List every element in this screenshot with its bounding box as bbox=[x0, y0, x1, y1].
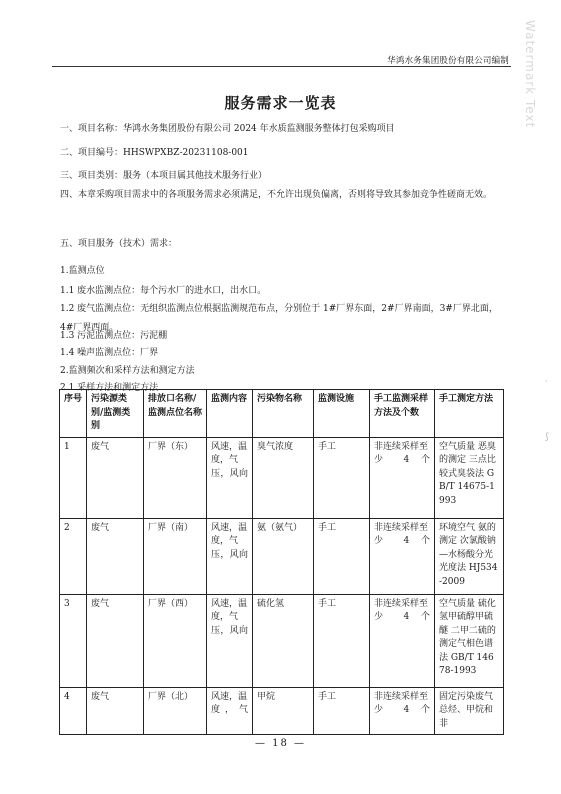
scan-mark: · bbox=[545, 377, 548, 386]
header-source-type: 污染源类别/监测类别 bbox=[87, 390, 144, 438]
header-facility: 监测设施 bbox=[314, 390, 370, 438]
cell-pollutant: 硫化氢 bbox=[253, 594, 314, 687]
header-outlet-point: 排放口名称/监测点位名称 bbox=[144, 390, 207, 438]
cell-point: 厂界（西） bbox=[144, 594, 207, 687]
cell-pollutant: 臭气浓度 bbox=[253, 437, 314, 518]
scan-mark: ʃ bbox=[546, 432, 549, 441]
cell-facility: 手工 bbox=[314, 437, 370, 518]
cell-content: 风速，温度，气 bbox=[207, 687, 253, 735]
project-number: 二、项目编号：HHSWPXBZ-20231108-001 bbox=[60, 148, 249, 158]
cell-no: 3 bbox=[60, 594, 87, 687]
section-sampling-methods: 2.1 采样方法和测定方法 bbox=[60, 383, 159, 393]
header-org-name: 华鸿水务集团股份有限公司编制 bbox=[387, 56, 509, 66]
cell-content: 风速，温度，气压，风向 bbox=[207, 594, 253, 687]
header-method: 手工测定方法 bbox=[435, 390, 504, 438]
cell-facility: 手工 bbox=[314, 594, 370, 687]
requirement-note: 四、本章采购项目需求中的各项服务需求必须满足，不允许出现负偏离，否则将导致其参加竞争性磋商无效。 bbox=[60, 190, 493, 200]
header-pollutant: 污染物名称 bbox=[253, 390, 314, 438]
cell-point: 厂界（南） bbox=[144, 518, 207, 594]
sludge-points: 1.3 污泥监测点位：污泥棚 bbox=[60, 331, 168, 341]
cell-no: 2 bbox=[60, 518, 87, 594]
cell-point: 厂界（东） bbox=[144, 437, 207, 518]
table-header-row bbox=[60, 390, 504, 438]
table-row bbox=[60, 687, 504, 735]
cell-method: 空气质量 硫化氢甲硫醇甲硫醚 二甲二硫的测定气相色谱法 GB/T 14678-1993 bbox=[435, 594, 504, 687]
cell-facility: 手工 bbox=[314, 687, 370, 735]
cell-method: 空气质量 恶臭的测定 三点比较式臭袋法 GB/T 14675-1993 bbox=[435, 437, 504, 518]
exhaust-gas-points: 1.2 废气监测点位：无组织监测点位根据监测规范布点，分别位于 1#厂界东面，2#厂界南面，3#厂界北面，4#厂界西面。 bbox=[60, 304, 498, 333]
cell-pollutant: 甲烷 bbox=[253, 687, 314, 735]
page-number: — 18 — bbox=[254, 738, 307, 749]
page-title: 服务需求一览表 bbox=[224, 94, 337, 112]
header-divider bbox=[52, 66, 511, 67]
cell-type: 废气 bbox=[87, 437, 144, 518]
project-name: 一、项目名称：华鸿水务集团股份有限公司 2024 年水质监测服务整体打包采购项目 bbox=[60, 124, 395, 134]
table-row bbox=[60, 437, 504, 518]
cell-content: 风速，温度，气压，风向 bbox=[207, 437, 253, 518]
cell-no: 4 bbox=[60, 687, 87, 735]
cell-type: 废气 bbox=[87, 687, 144, 735]
table-row bbox=[60, 518, 504, 594]
cell-point: 厂界（北） bbox=[144, 687, 207, 735]
noise-points: 1.4 噪声监测点位：厂界 bbox=[60, 348, 159, 358]
cell-sampling: 非连续采样至少 4 个 bbox=[370, 518, 435, 594]
service-requirements-heading: 五、项目服务（技术）需求： bbox=[60, 239, 178, 249]
watermark-text: Watermark Text bbox=[523, 20, 537, 129]
cell-facility: 手工 bbox=[314, 518, 370, 594]
cell-method: 环境空气 氨的测定 次氯酸钠—水杨酸分光光度法 HJ534-2009 bbox=[435, 518, 504, 594]
table-row bbox=[60, 594, 504, 687]
cell-pollutant: 氨（氨气） bbox=[253, 518, 314, 594]
section-frequency-methods: 2.监测频次和采样方法和测定方法 bbox=[60, 366, 195, 376]
project-category: 三、项目类别：服务（本项目属其他技术服务行业） bbox=[60, 171, 268, 181]
cell-sampling: 非连续采样至少 4 个 bbox=[370, 687, 435, 735]
requirements-table bbox=[59, 389, 504, 735]
header-sampling: 手工监测采样方法及个数 bbox=[370, 390, 435, 438]
cell-sampling: 非连续采样至少 4 个 bbox=[370, 594, 435, 687]
header-monitor-content: 监测内容 bbox=[207, 390, 253, 438]
section-monitoring-points: 1.监测点位 bbox=[60, 266, 105, 276]
cell-type: 废气 bbox=[87, 518, 144, 594]
cell-no: 1 bbox=[60, 437, 87, 518]
cell-sampling: 非连续采样至少 4 个 bbox=[370, 437, 435, 518]
cell-type: 废气 bbox=[87, 594, 144, 687]
wastewater-points: 1.1 废水监测点位：每个污水厂的进水口，出水口。 bbox=[60, 286, 267, 296]
cell-method: 固定污染废气总烃、甲烷和非 bbox=[435, 687, 504, 735]
cell-content: 风速，温度，气压，风向 bbox=[207, 518, 253, 594]
header-no: 序号 bbox=[60, 390, 87, 438]
